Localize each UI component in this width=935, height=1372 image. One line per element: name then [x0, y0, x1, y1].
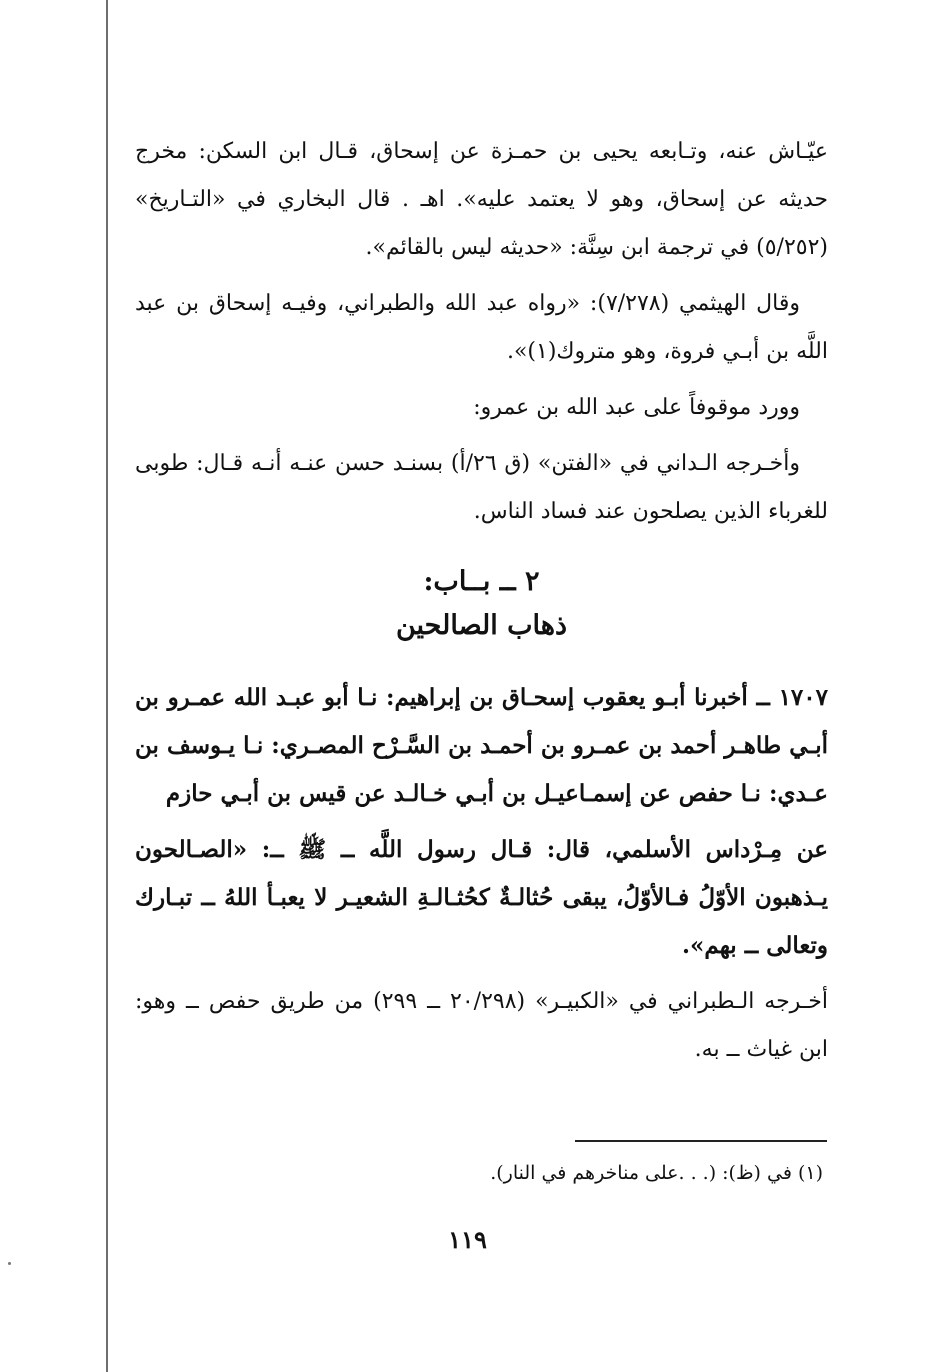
paragraph-ibn-sakan: عيّـاش عنه، وتـابعه يحيى بن حمـزة عن إسحاق، قـال ابن السكن: مخرج حديثه عن إسحاق، وهو لا يعتمد عليه». اهـ . قال البخاري في «التـاريخ» (٥/٢٥٢) في ترجمة ابن سِنَّة: «حديثه ليس بالقائم». — [135, 139, 828, 260]
paragraph-dani — [135, 440, 828, 536]
margin-speck — [8, 1262, 11, 1265]
paragraph-haythami — [135, 280, 828, 376]
binding-edge-line — [106, 0, 108, 1372]
footnote: (١) في (ظ): (. . .على مناخرهم في النار). — [490, 1162, 823, 1184]
hadith-matn-text: عن مِـرْداس الأسلمي، قال: قـال رسول اللَّه ــ ﷺ ــ: «الصـالحون يـذهبون الأوّلُ فـالأوّلُ، يبقى حُثالـةٌ كحُثـالـةِ الشعيـر لا يعبـأ اللهُ ــ تبـارك وتعالى ــ بهم». — [135, 836, 828, 959]
hadith-matn — [135, 826, 828, 970]
paragraph-mawquf-text: وورد موقوفاً على عبد الله بن عمرو: — [473, 395, 800, 420]
hadith-isnad — [135, 674, 828, 818]
chapter-title: ذهاب الصالحين — [395, 610, 568, 641]
page-number: ١١٩ — [448, 1225, 487, 1254]
chapter-number: ٢ ــ بــاب: — [423, 566, 540, 597]
paragraph-dani-text: وأخـرجه الـداني في «الفتن» (ق ٢٦/أ) بسنـد حسن عنـه أنـه قـال: طوبى للغرباء الذين يصلحون عند فساد الناس. — [135, 451, 828, 524]
paragraph-takhrij: أخـرجه الـطبراني في «الكبيـر» (٢٠/٢٩٨ ــ ٢٩٩) من طريق حفص ــ وهو: ابن غياث ــ به. — [135, 989, 828, 1062]
paragraph-haythami-text: وقال الهيثمي (٧/٢٧٨): «رواه عبد الله والطبراني، وفيـه إسحاق بن عبد اللَّه بن أبـي فروة، وهو متروك(١)». — [135, 291, 828, 364]
footnote-divider — [575, 1140, 827, 1142]
hadith-isnad-text: ١٧٠٧ ــ أخبرنا أبـو يعقوب إسحـاق بن إبراهيم: نـا أبو عبـد الله عمـرو بن أبـي طاهـر أحمد بن عمـرو بن أحمـد بن السَّـرْح المصـري: نـا يـوسف بن عـدي: نـا حفص عن إسمـاعيـل بن أبـي خـالـد عن قيس بن أبـي حازم — [135, 684, 828, 807]
page-body — [135, 128, 828, 1082]
paragraph-mawquf — [135, 384, 828, 432]
